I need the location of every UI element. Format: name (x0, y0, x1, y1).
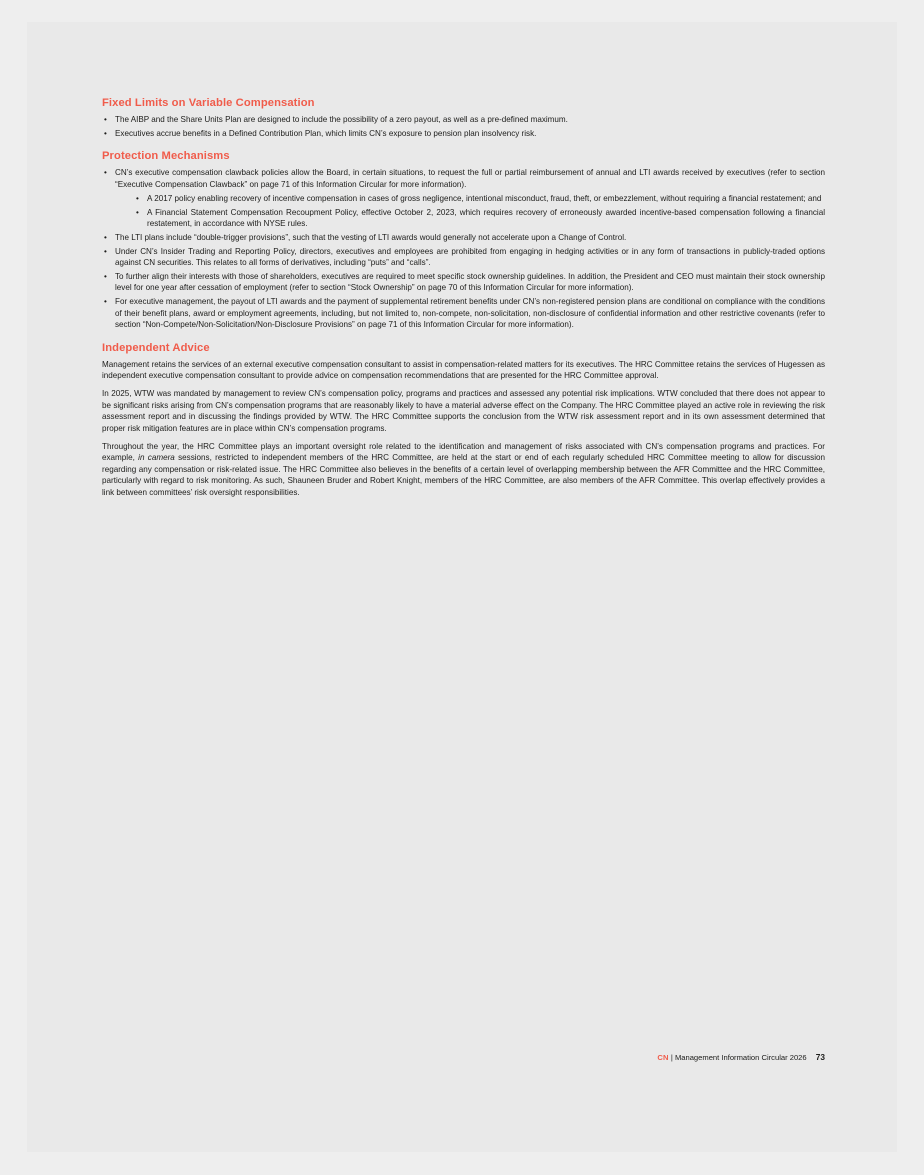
list-item-text: Executives accrue benefits in a Defined Contribution Plan, which limits CN’s exposure to pension plan insolvency risk. (115, 128, 537, 138)
sub-bullet-list-clawback (115, 193, 825, 230)
bullet-glyph: • (136, 193, 139, 203)
list-item-text: Under CN’s Insider Trading and Reporting Policy, directors, executives and employees are prohibited from engaging in hedging activities or in any form of transactions in publicly-traded options against CN securities. This relates to all forms of derivatives, including “puts” and “calls”. (115, 246, 825, 268)
bullet-glyph: • (104, 272, 107, 282)
list-item (102, 246, 825, 269)
list-item-text: A Financial Statement Compensation Recoupment Policy, effective October 2, 2023, which requires recovery of erroneously awarded incentive-based compensation following a financial restatement, in accordance with NYSE rules. (147, 207, 825, 228)
section-body-fixed-limits (102, 114, 825, 139)
bullet-glyph: • (136, 207, 139, 217)
list-item (102, 232, 825, 243)
paragraph-management-consultant: Management retains the services of an external executive compensation consultant to assist in compensation-related matters for its executives. The HRC Committee retains the services of Hugessen as independent executive compensation consultant to provide advice on compensation recommendations that are presented for the HRC Committee approval. (102, 359, 825, 380)
paragraph-part-two: sessions, restricted to independent members of the HRC Committee, are held at the start or end of each regularly scheduled HRC Committee meeting to allow for discussion regarding any compensation or risk-related issue. The HRC Committee also believes in the benefits of a certain level of overlapping membership between the AFR Committee and the HRC Committee, particularly with regard to risk monitoring. As such, Shauneen Bruder and Robert Knight, members of the HRC Committee, are also members of the AFR Committee. This overlap effectively provides a link between committees’ risk oversight responsibilities. (102, 453, 825, 497)
list-item (102, 271, 825, 294)
list-item-text: CN’s executive compensation clawback policies allow the Board, in certain situations, to request the full or partial reimbursement of annual and LTI awards received by executives (refer to section “Executive Compensation Clawback” on page 71 of this Information Circular for more information). (115, 168, 825, 189)
list-item (102, 128, 825, 139)
list-item-text: The LTI plans include “double-trigger provisions”, such that the vesting of LTI awards would generally not accelerate upon a Change of Control. (115, 232, 627, 242)
section-heading-fixed-limits: Fixed Limits on Variable Compensation (102, 97, 315, 109)
footer-separator: | (670, 1053, 673, 1062)
page-footer (102, 1052, 825, 1062)
list-item (102, 296, 825, 330)
bullet-glyph: • (104, 168, 107, 178)
bullet-glyph: • (104, 246, 107, 256)
section-body-protection-mechanisms (102, 167, 825, 330)
bullet-list-protection-mechanisms (102, 167, 825, 330)
bullet-list-fixed-limits (102, 114, 825, 139)
paragraph-wtw-risk-review: In 2025, WTW was mandated by management to review CN’s compensation policy, programs and practices and assessed any potential risk implications. WTW concluded that there does not appear to be significant risks arising from CN’s compensation programs that are reasonably likely to have a material adverse effect on the Company. The HRC Committee played an active role in reviewing the risk assessment report and in discussing the findings provided by WTW. The HRC Committee supports the conclusion from the WTW risk assessment report and in its own assessment determined that proper risk mitigation features are in place within CN’s compensation programs. (102, 389, 825, 433)
bullet-glyph: • (104, 128, 107, 138)
document-page (27, 22, 897, 1152)
page-number: 73 (815, 1052, 825, 1062)
page-content (102, 97, 825, 505)
footer-label: Management Information Circular 2026 (674, 1053, 807, 1062)
list-item-text: A 2017 policy enabling recovery of incentive compensation in cases of gross negligence, intentional misconduct, fraud, theft, or embezzlement, without requiring a financial restatement; and (147, 193, 822, 203)
list-item (134, 193, 825, 204)
list-item (134, 207, 825, 230)
list-item-text: To further align their interests with those of shareholders, executives are required to meet specific stock ownership guidelines. In addition, the President and CEO must maintain their stock ownership level for one year after cessation of employment (refer to section “Stock Ownership” on page 70 of this Information Circular for more information). (115, 272, 825, 293)
bullet-glyph: • (104, 115, 107, 124)
list-item-text: For executive management, the payout of LTI awards and the payment of supplemental retirement benefits under CN’s non-registered pension plans are conditional on compliance with the conditions of their benefit plans, award or employment agreements, including, but not limited to, non-compete, non-solicitation, non-disclosure of confidential information and other restrictive covenants (refer to section “Non-Compete/Non-Solicitation/Non-Disclosure Provisions” on page 71 of this Information Circular for more information). (115, 297, 825, 330)
list-item-text: The AIBP and the Share Units Plan are designed to include the possibility of a zero payout, as well as a pre-defined maximum. (115, 115, 568, 124)
section-body-independent-advice (102, 359, 825, 498)
section-heading-independent-advice: Independent Advice (102, 341, 210, 354)
list-item (102, 167, 825, 229)
bullet-glyph: • (104, 297, 107, 307)
cn-logo-text: CN (657, 1053, 669, 1062)
section-heading-protection-mechanisms: Protection Mechanisms (102, 150, 230, 163)
bullet-glyph: • (104, 232, 107, 242)
paragraph-oversight-role (102, 441, 825, 498)
italic-phrase-in-camera: in camera (138, 453, 175, 463)
paragraph-part-one: Throughout the year, the HRC Committee plays an important oversight role related to the identification and management of risks associated with CN’s compensation programs and practices. For example, (102, 442, 825, 463)
list-item (102, 114, 825, 125)
